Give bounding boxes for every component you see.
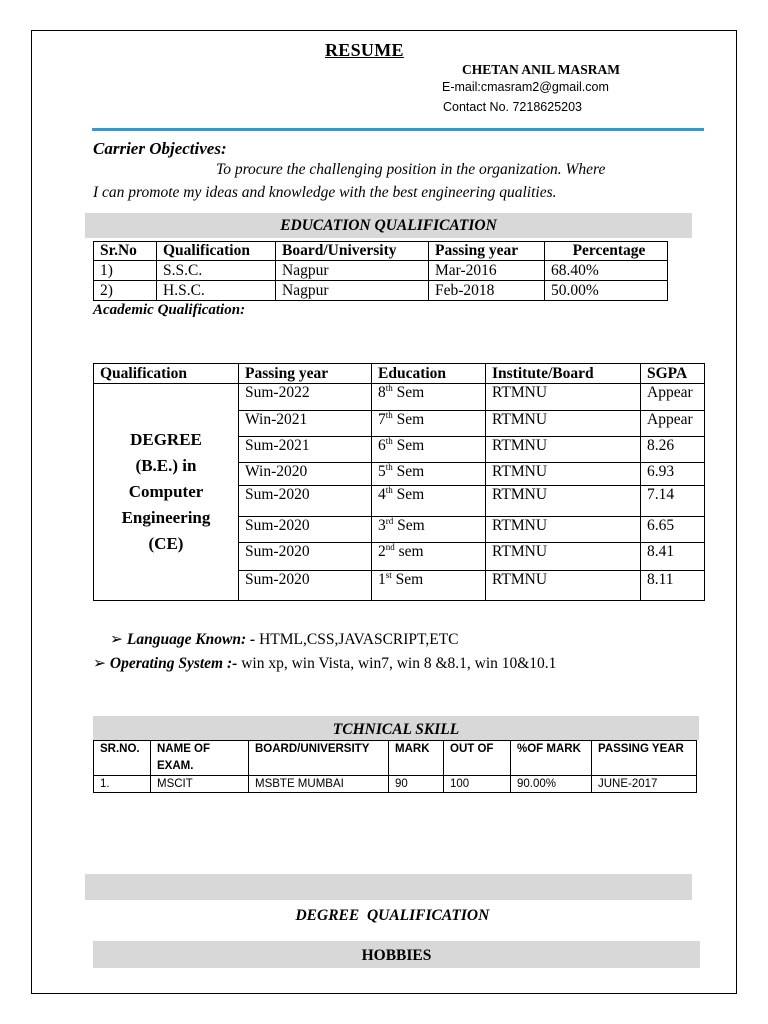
candidate-name: CHETAN ANIL MASRAM (462, 62, 621, 77)
table-cell: 5th Sem (372, 463, 486, 486)
table-cell: Sum-2020 (239, 517, 372, 543)
table-cell: 90 (389, 776, 444, 793)
table-cell: 6.93 (641, 463, 705, 486)
objective-line-2: I can promote my ideas and knowledge with the best engineering qualities. (93, 184, 557, 201)
arrow-bullet-icon: ➢ (110, 631, 123, 648)
academic-header-row (94, 364, 705, 384)
table-cell: S.S.C. (157, 261, 276, 281)
table-cell: 2) (94, 281, 157, 301)
table-row (94, 281, 668, 301)
degree-line: DEGREE (130, 430, 202, 449)
hobbies-heading: HOBBIES (361, 947, 432, 964)
column-header: NAME OF EXAM. (151, 741, 249, 776)
os-label: Operating System :- (109, 655, 238, 672)
table-cell: Win-2020 (239, 463, 372, 486)
table-cell: 8.26 (641, 437, 705, 463)
technical-heading-band (93, 716, 699, 740)
column-header: Percentage (545, 242, 668, 261)
table-cell: Nagpur (276, 281, 429, 301)
table-cell: Win-2021 (239, 411, 372, 437)
header-divider (92, 128, 704, 131)
table-cell: Sum-2020 (239, 571, 372, 601)
table-cell: 8.41 (641, 543, 705, 571)
table-row (94, 261, 668, 281)
table-cell: H.S.C. (157, 281, 276, 301)
education-table (93, 241, 668, 301)
table-row (94, 776, 697, 793)
column-header: PASSING YEAR (592, 741, 697, 776)
academic-table (93, 363, 705, 601)
technical-table (93, 740, 697, 793)
table-cell: Mar-2016 (429, 261, 545, 281)
languages-value: HTML,CSS,JAVASCRIPT,ETC (255, 631, 459, 648)
technical-heading: TCHNICAL SKILL (332, 721, 460, 738)
column-header: Sr.No (94, 242, 157, 261)
column-header: SGPA (641, 364, 705, 384)
table-cell: RTMNU (486, 384, 641, 411)
column-header: Education (372, 364, 486, 384)
table-cell: Appear (641, 411, 705, 437)
table-cell: Sum-2022 (239, 384, 372, 411)
degree-qualification-band (85, 874, 692, 924)
table-cell: 6.65 (641, 517, 705, 543)
column-header: Qualification (94, 364, 239, 384)
column-header: Passing year (239, 364, 372, 384)
degree-line: (B.E.) in (135, 456, 197, 475)
degree-line: (CE) (148, 534, 184, 553)
table-cell: RTMNU (486, 543, 641, 571)
column-header: Passing year (429, 242, 545, 261)
column-header: BOARD/UNIVERSITY (249, 741, 389, 776)
table-cell: RTMNU (486, 486, 641, 517)
email-line: E-mail:cmasram2@gmail.com (442, 80, 609, 94)
table-cell: Sum-2020 (239, 543, 372, 571)
degree-cell (94, 384, 239, 601)
column-header: OUT OF (444, 741, 511, 776)
objective-heading: Carrier Objectives: (93, 139, 227, 158)
column-header: Board/University (276, 242, 429, 261)
table-cell: Appear (641, 384, 705, 411)
table-cell: 1) (94, 261, 157, 281)
table-cell: RTMNU (486, 437, 641, 463)
languages-bullet (110, 630, 459, 649)
os-value: win xp, win Vista, win7, win 8 &8.1, win 10&10.1 (237, 655, 557, 672)
column-header: %OF MARK (511, 741, 592, 776)
education-header-row (94, 242, 668, 261)
table-cell: 6th Sem (372, 437, 486, 463)
table-cell: Feb-2018 (429, 281, 545, 301)
table-cell: 1. (94, 776, 151, 793)
column-header: Qualification (157, 242, 276, 261)
hobbies-band (93, 941, 700, 968)
academic-heading: Academic Qualification: (93, 302, 246, 318)
degree-line: Computer (128, 482, 204, 501)
table-cell: MSCIT (151, 776, 249, 793)
table-cell: 68.40% (545, 261, 668, 281)
objective-line-1: To procure the challenging position in the organization. Where (216, 161, 606, 178)
table-cell: 4th Sem (372, 486, 486, 517)
table-cell: RTMNU (486, 411, 641, 437)
contact-line: Contact No. 7218625203 (443, 100, 582, 114)
table-cell: 2nd sem (372, 543, 486, 571)
table-cell: 1st Sem (372, 571, 486, 601)
degree-qualification-heading: DEGREE QUALIFICATION (295, 907, 490, 924)
table-cell: 50.00% (545, 281, 668, 301)
technical-header-row (94, 741, 697, 776)
table-cell: 8th Sem (372, 384, 486, 411)
table-cell: 90.00% (511, 776, 592, 793)
table-cell: RTMNU (486, 463, 641, 486)
table-cell: JUNE-2017 (592, 776, 697, 793)
table-cell: RTMNU (486, 517, 641, 543)
table-cell: Sum-2021 (239, 437, 372, 463)
resume-title: RESUME (325, 40, 404, 60)
education-heading-band (85, 213, 692, 238)
table-cell: 8.11 (641, 571, 705, 601)
column-header: MARK (389, 741, 444, 776)
column-header: Institute/Board (486, 364, 641, 384)
degree-line: Engineering (121, 508, 211, 527)
arrow-bullet-icon: ➢ (93, 655, 106, 672)
table-row (94, 384, 705, 411)
table-cell: Sum-2020 (239, 486, 372, 517)
table-cell: 100 (444, 776, 511, 793)
table-cell: 3rd Sem (372, 517, 486, 543)
table-cell: RTMNU (486, 571, 641, 601)
table-cell: 7th Sem (372, 411, 486, 437)
table-cell: Nagpur (276, 261, 429, 281)
column-header: SR.NO. (94, 741, 151, 776)
table-cell: 7.14 (641, 486, 705, 517)
education-heading: EDUCATION QUALIFICATION (280, 217, 497, 234)
os-bullet (93, 654, 556, 673)
languages-label: Language Known: - (126, 631, 256, 648)
table-cell: MSBTE MUMBAI (249, 776, 389, 793)
